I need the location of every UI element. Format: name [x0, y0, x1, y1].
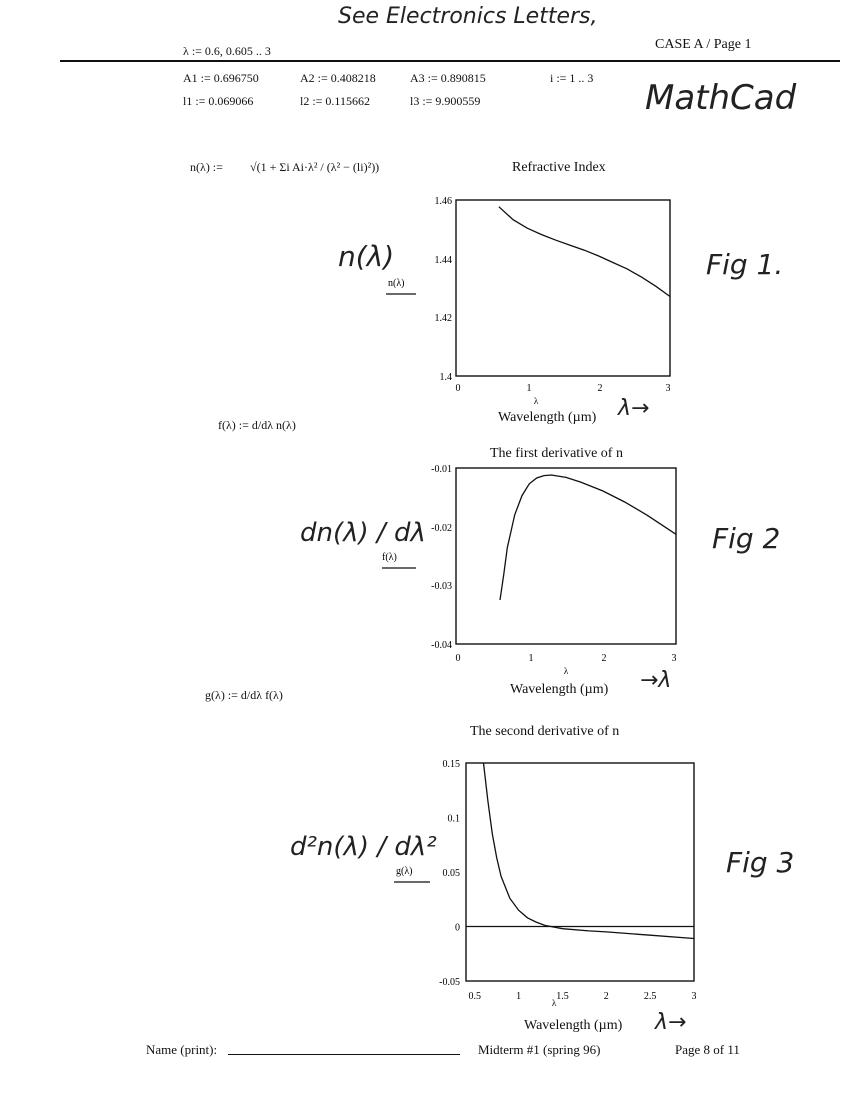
chart3-xtick: 1.5 — [556, 991, 569, 1002]
chart3-xlabel: Wavelength (µm) — [524, 1018, 623, 1033]
lambda-arrow-3: λ→ — [655, 1010, 687, 1035]
chart2-xticks — [456, 653, 677, 664]
chart1-xtick: 3 — [665, 383, 671, 394]
chart2-ytick: -0.02 — [431, 523, 452, 534]
handwritten-reference: See Electronics Letters, — [338, 4, 598, 29]
margin-note-mathcad: MathCad — [645, 78, 797, 118]
name-line — [228, 1054, 460, 1055]
constant-l3: l3 := 9.900559 — [410, 94, 481, 108]
chart1-xtick: 0 — [455, 383, 461, 394]
chart2-title: The first derivative of n — [490, 446, 623, 461]
chart3-xsym: λ — [551, 998, 557, 1008]
chart1-title: Refractive Index — [512, 160, 606, 175]
n-definition-rhs: √(1 + Σi Ai·λ² / (λ² − (li)²)) — [250, 160, 380, 174]
chart3-yticks — [439, 759, 460, 988]
g-definition: g(λ) := d/dλ f(λ) — [205, 688, 283, 702]
chart2-svg — [380, 460, 680, 680]
chart1-yticks — [435, 196, 453, 383]
chart2-xtick: 3 — [671, 653, 677, 664]
chart1-series-line — [499, 207, 670, 297]
chart2-xsym: λ — [563, 666, 569, 676]
chart1-xtick: 1 — [526, 383, 532, 394]
lambda-arrow-1: λ→ — [618, 396, 650, 421]
chart3-ytick: 0.05 — [442, 868, 460, 879]
chart1-ytick: 1.44 — [434, 255, 452, 266]
index-range: i := 1 .. 3 — [550, 71, 594, 85]
chart1-ytick: 1.4 — [439, 372, 452, 383]
chart3-xtick: 1 — [516, 991, 522, 1002]
chart1-xtick: 2 — [597, 383, 603, 394]
chart2-ytick: -0.01 — [431, 464, 452, 475]
chart3-svg — [390, 750, 700, 1012]
chart2-ytick: -0.04 — [431, 640, 452, 651]
constant-a3: A3 := 0.890815 — [410, 71, 486, 85]
fig3-symbol: d²n(λ) / dλ² — [290, 832, 437, 862]
exam-label: Midterm #1 (spring 96) — [478, 1042, 601, 1057]
chart2-frame — [456, 468, 676, 644]
chart1-xticks — [456, 383, 671, 394]
header-rule — [60, 60, 840, 62]
lambda-arrow-2: →λ — [640, 668, 672, 693]
chart3-xtick: 2 — [603, 991, 609, 1002]
chart3-ylabel: g(λ) — [396, 866, 413, 877]
chart3-ytick: 0.1 — [447, 813, 460, 825]
chart1-xsym: λ — [533, 396, 539, 406]
case-page-label: CASE A / Page 1 — [655, 37, 752, 52]
name-label: Name (print): — [146, 1042, 218, 1057]
n-definition-lhs: n(λ) := — [190, 160, 223, 174]
chart2-series-line — [500, 475, 676, 600]
fig2-symbol: dn(λ) / dλ — [300, 518, 426, 548]
fig3-label: Fig 3 — [726, 846, 795, 879]
chart2-xtick: 0 — [455, 653, 461, 664]
chart1-frame — [456, 200, 670, 376]
chart2-xtick: 1 — [528, 653, 534, 664]
fig2-label: Fig 2 — [712, 522, 781, 555]
constant-a1: A1 := 0.696750 — [183, 71, 259, 85]
chart3-ytick: -0.05 — [439, 977, 460, 988]
chart2-ylabel: f(λ) — [382, 552, 397, 563]
chart2-yticks — [431, 464, 452, 651]
chart2-ytick: -0.03 — [431, 581, 452, 592]
chart3-xtick: 2.5 — [643, 991, 657, 1002]
chart1-xlabel: Wavelength (µm) — [498, 410, 597, 425]
chart2-xtick: 2 — [601, 653, 607, 664]
chart1-ytick: 1.42 — [434, 313, 452, 324]
constant-l1: l1 := 0.069066 — [183, 94, 254, 108]
fig1-symbol: n(λ) — [338, 240, 395, 273]
f-definition: f(λ) := d/dλ n(λ) — [218, 418, 296, 432]
chart3-ytick: 0 — [455, 922, 460, 934]
chart3-xtick: 3 — [691, 991, 697, 1002]
constant-l2: l2 := 0.115662 — [300, 94, 370, 108]
chart3-series-line — [484, 763, 695, 939]
chart3-xticks — [469, 991, 697, 1002]
lambda-range: λ := 0.6, 0.605 .. 3 — [183, 44, 271, 58]
constant-a2: A2 := 0.408218 — [300, 71, 376, 85]
chart1-ytick: 1.46 — [434, 196, 452, 207]
chart2-xlabel: Wavelength (µm) — [510, 682, 609, 697]
page-number: Page 8 of 11 — [675, 1042, 740, 1057]
chart1-ylabel: n(λ) — [388, 278, 405, 289]
chart3-xtick: 0.5 — [468, 991, 482, 1002]
chart3-title: The second derivative of n — [470, 724, 620, 739]
chart1-svg — [380, 190, 680, 410]
chart3-ytick: 0.15 — [442, 759, 460, 770]
fig1-label: Fig 1. — [706, 248, 784, 281]
